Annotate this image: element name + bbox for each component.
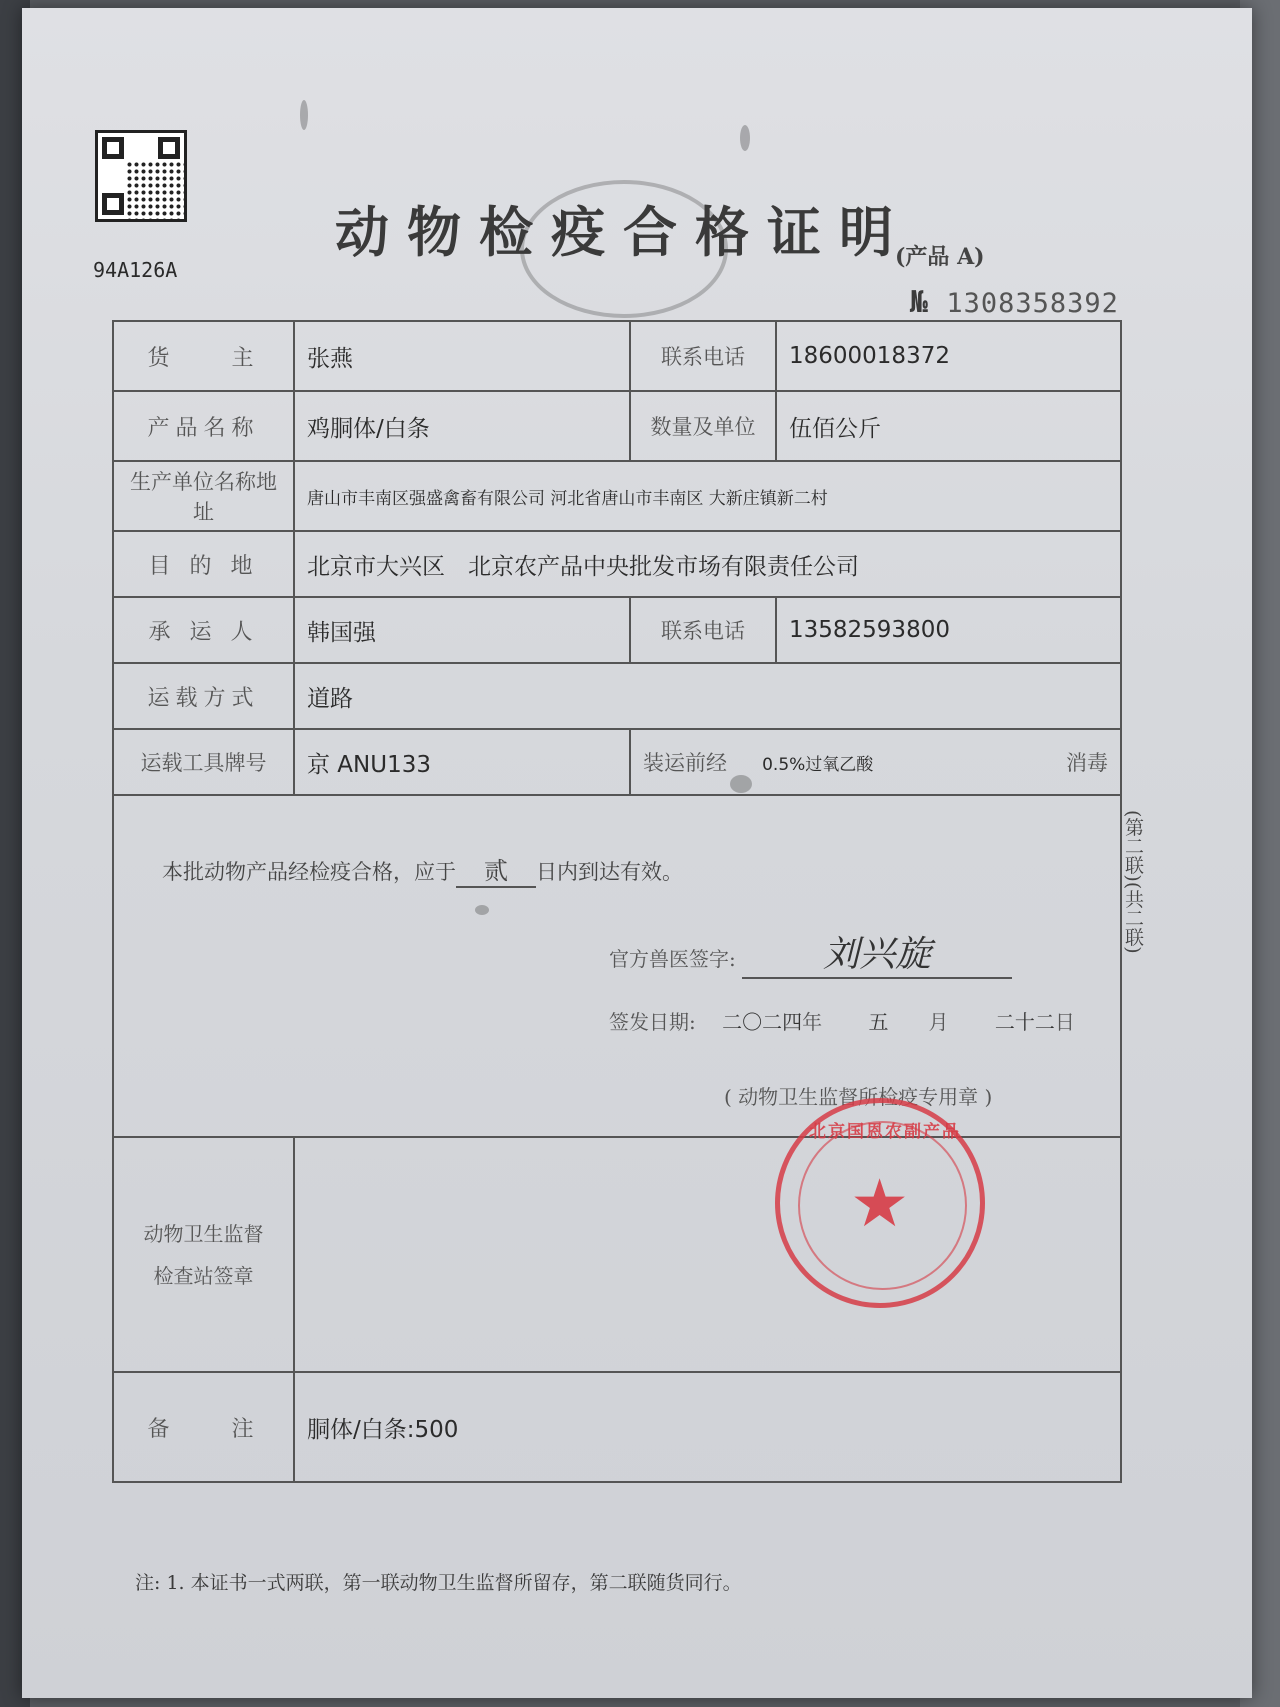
destination-value: 北京市大兴区 北京农产品中央批发市场有限责任公司 — [294, 531, 1121, 597]
validity-text-after: 日内到达有效。 — [536, 860, 683, 884]
predisinfect-cell — [630, 729, 1121, 795]
supervision-label-line1: 动物卫生监督 — [143, 1221, 264, 1246]
remarks-value: 胴体/白条:500 — [294, 1372, 1121, 1482]
issue-year: 二〇二四 — [722, 1010, 803, 1034]
owner-phone-label: 联系电话 — [630, 321, 776, 391]
owner-label: 货 主 — [113, 321, 294, 391]
validity-days: 贰 — [456, 851, 536, 888]
quarantine-stamp-label: ( 动物卫生监督所检疫专用章 ) — [724, 1085, 993, 1109]
producer-value: 唐山市丰南区强盛禽畜有限公司 河北省唐山市丰南区 大新庄镇新二村 — [294, 461, 1121, 531]
issue-day: 二十二 — [994, 1010, 1055, 1034]
predisinfect-label: 装运前经 — [643, 751, 727, 775]
owner-phone-value: 18600018372 — [776, 321, 1121, 391]
serial-prefix: № — [910, 285, 930, 320]
smudge-mark — [300, 100, 308, 130]
validity-text-before: 本批动物产品经检疫合格，应于 — [162, 860, 456, 884]
vet-signature-row — [609, 926, 1012, 979]
product-value: 鸡胴体/白条 — [294, 391, 630, 461]
certificate-title: 动物检疫合格证明 — [335, 200, 911, 264]
serial-value: 1308358392 — [946, 288, 1119, 319]
issue-date-row — [609, 1006, 1075, 1035]
producer-label: 生产单位名称地址 — [113, 461, 294, 531]
supervision-label — [113, 1137, 294, 1372]
quantity-value: 伍佰公斤 — [776, 391, 1121, 461]
carrier-value: 韩国强 — [294, 597, 630, 663]
certificate-form-table — [112, 320, 1122, 1483]
star-icon: ★ — [850, 1165, 910, 1242]
vehicle-value: 京 ANU133 — [294, 729, 630, 795]
carrier-label: 承 运 人 — [113, 597, 294, 663]
quantity-label: 数量及单位 — [630, 391, 776, 461]
supervision-stamp-area — [294, 1137, 1121, 1372]
validity-section — [113, 795, 1121, 1137]
owner-value: 张燕 — [294, 321, 630, 391]
smudge-mark — [475, 905, 489, 915]
product-label: 产品名称 — [113, 391, 294, 461]
vehicle-label: 运载工具牌号 — [113, 729, 294, 795]
issue-month: 五 — [868, 1010, 889, 1034]
transport-label: 运载方式 — [113, 663, 294, 729]
red-seal-text: 北京国恩农副产品 — [809, 1122, 961, 1142]
issue-date-label: 签发日期: — [609, 1010, 696, 1034]
document-code: 94A126A — [93, 258, 178, 282]
remarks-label: 备 注 — [113, 1372, 294, 1482]
issue-year-unit: 年 — [802, 1010, 823, 1034]
qr-code-icon — [95, 130, 187, 222]
destination-label: 目 的 地 — [113, 531, 294, 597]
carrier-phone-label: 联系电话 — [630, 597, 776, 663]
certificate-subtitle: (产品 A) — [895, 244, 985, 270]
smudge-mark — [740, 125, 750, 151]
copy-side-note: (第二联)(共二联) — [1122, 810, 1144, 954]
vet-signature: 刘兴旋 — [742, 926, 1012, 979]
predisinfect-value: 0.5%过氧乙酸 — [762, 755, 874, 775]
carrier-phone-value: 13582593800 — [776, 597, 1121, 663]
predisinfect-suffix: 消毒 — [1066, 751, 1108, 775]
red-official-seal — [775, 1098, 985, 1308]
serial-number — [910, 285, 1119, 320]
supervision-label-line2: 检查站签章 — [153, 1263, 254, 1288]
issue-month-unit: 月 — [928, 1010, 949, 1034]
vet-label: 官方兽医签字: — [609, 947, 736, 971]
footnote: 注: 1. 本证书一式两联，第一联动物卫生监督所留存，第二联随货同行。 — [135, 1572, 742, 1594]
validity-statement — [162, 851, 683, 888]
transport-value: 道路 — [294, 663, 1121, 729]
smudge-mark — [730, 775, 752, 793]
issue-day-unit: 日 — [1054, 1010, 1075, 1034]
